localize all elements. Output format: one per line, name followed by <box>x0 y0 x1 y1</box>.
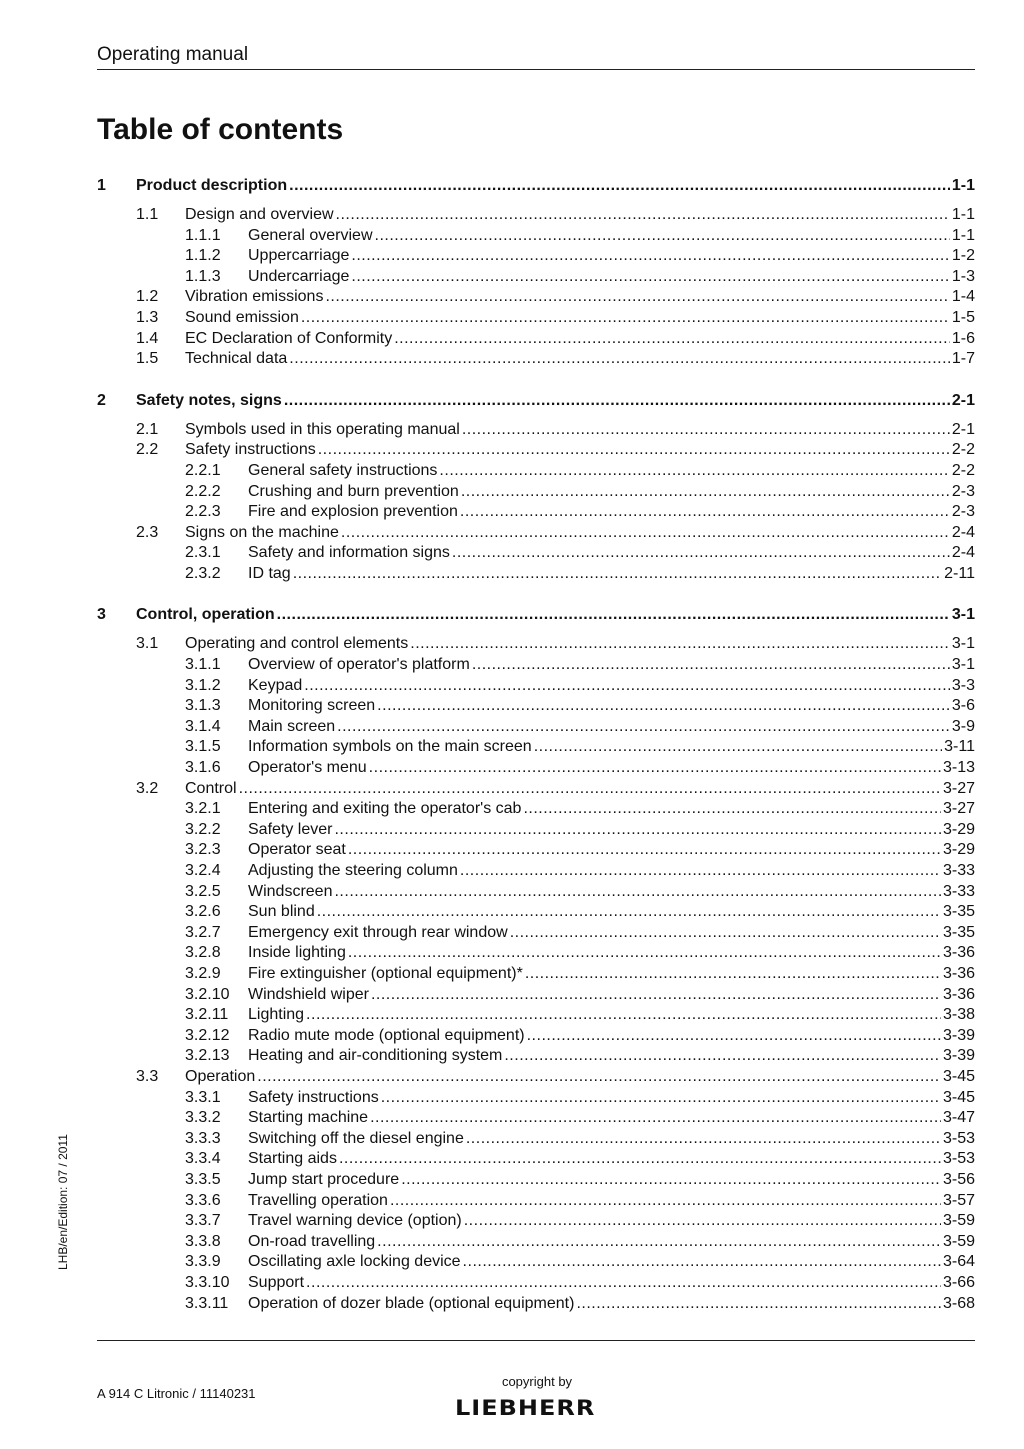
toc-entry-page: 3-1 <box>951 656 975 673</box>
toc-leader-dots <box>375 226 950 246</box>
toc-entry-page: 3-33 <box>942 882 975 900</box>
footer-rule <box>97 1340 975 1341</box>
toc-entry-title: Emergency exit through rear window <box>248 923 508 941</box>
toc-entry-title: Entering and exiting the operator's cab <box>248 800 522 818</box>
toc-entry-page: 3-27 <box>942 800 975 818</box>
toc-entry-page: 3-53 <box>942 1150 975 1168</box>
toc-leader-dots <box>293 564 942 584</box>
toc-leader-dots <box>284 391 950 411</box>
toc-entry[interactable] <box>97 420 975 440</box>
toc-entry-number: 3.3.2 <box>185 1109 221 1127</box>
toc-entry-number: 1.1.3 <box>185 267 221 285</box>
toc-entry[interactable] <box>97 176 975 196</box>
toc-leader-dots <box>334 882 940 902</box>
toc-entry[interactable] <box>97 717 975 737</box>
toc-entry-title: Vibration emissions <box>185 288 324 306</box>
toc-entry-page: 1-7 <box>951 350 975 368</box>
toc-entry-page: 2-11 <box>944 564 975 582</box>
toc-entry-number: 3.2.4 <box>185 862 221 879</box>
toc-entry-title: Lighting <box>248 1006 305 1024</box>
toc-entry[interactable] <box>97 1273 975 1293</box>
toc-entry[interactable] <box>97 329 975 349</box>
toc-entry-page: 1-3 <box>951 267 975 285</box>
toc-entry-number: 3.3.4 <box>185 1150 221 1168</box>
toc-entry-number: 1.3 <box>136 309 159 326</box>
toc-leader-dots <box>306 1005 941 1025</box>
toc-entry-number: 3 <box>97 606 106 624</box>
toc-entry-page: 3-6 <box>951 697 975 715</box>
toc-entry-title: Safety instructions <box>185 441 316 459</box>
toc-entry-number: 3.1.1 <box>185 656 221 673</box>
toc-entry[interactable] <box>97 1191 975 1211</box>
toc-entry-page: 3-1 <box>951 635 975 653</box>
toc-entry[interactable] <box>97 676 975 696</box>
toc-entry[interactable] <box>97 267 975 287</box>
toc-leader-dots <box>461 482 950 502</box>
toc-leader-dots <box>306 1273 941 1293</box>
toc-entry-page: 3-59 <box>942 1212 975 1230</box>
toc-entry-title: Technical data <box>185 350 288 368</box>
toc-entry-title: Safety instructions <box>248 1088 379 1106</box>
toc-entry[interactable] <box>97 943 975 963</box>
toc-entry[interactable] <box>97 523 975 543</box>
toc-entry-title: Main screen <box>248 717 336 735</box>
toc-entry-number: 1.4 <box>136 329 159 347</box>
toc-entry-number: 3.3.7 <box>185 1212 221 1230</box>
toc-leader-dots <box>334 820 940 840</box>
toc-entry-page: 1-1 <box>951 206 975 223</box>
toc-entry-title: Operation <box>185 1068 256 1085</box>
toc-entry-page: 3-36 <box>942 985 975 1003</box>
toc-entry-number: 3.2.2 <box>185 820 221 838</box>
toc-entry-page: 3-39 <box>942 1047 975 1065</box>
toc-entry-title: Product description <box>136 177 288 194</box>
toc-entry-page: 3-27 <box>942 779 975 797</box>
toc-entry-page: 3-45 <box>942 1068 975 1085</box>
toc-entry-title: Adjusting the steering column <box>248 862 458 879</box>
toc-entry-title: Safety and information signs <box>248 544 450 562</box>
toc-entry[interactable] <box>97 1046 975 1066</box>
toc-entry-title: Monitoring screen <box>248 697 376 715</box>
toc-leader-dots <box>464 1211 941 1231</box>
toc-leader-dots <box>439 461 949 481</box>
toc-entry-number: 3.3 <box>136 1068 159 1085</box>
toc-entry-title: Operation of dozer blade (optional equipment) <box>248 1294 575 1312</box>
toc-entry-number: 3.1.6 <box>185 759 221 776</box>
toc-entry-title: Operating and control elements <box>185 635 409 653</box>
toc-entry-number: 3.3.5 <box>185 1171 221 1188</box>
toc-entry-page: 3-29 <box>942 820 975 838</box>
toc-entry-number: 3.2.7 <box>185 923 221 941</box>
toc-entry-number: 2.1 <box>136 420 159 438</box>
toc-entry-number: 2.2.3 <box>185 503 221 521</box>
toc-leader-dots <box>576 1294 941 1314</box>
toc-entry-title: Sound emission <box>185 309 299 326</box>
toc-entry-page: 2-3 <box>951 503 975 521</box>
toc-entry-number: 1.5 <box>136 350 159 368</box>
toc-entry-title: Design and overview <box>185 206 334 223</box>
toc-entry-page: 3-64 <box>942 1253 975 1271</box>
toc-entry-number: 3.2.9 <box>185 965 221 982</box>
toc-leader-dots <box>337 717 950 737</box>
toc-leader-dots <box>460 861 941 881</box>
toc-entry-title: General overview <box>248 226 373 244</box>
toc-entry[interactable] <box>97 605 975 625</box>
toc-entry-page: 3-66 <box>942 1274 975 1291</box>
toc-entry-number: 1.1.2 <box>185 247 221 265</box>
toc-entry-title: Inside lighting <box>248 944 346 962</box>
toc-entry-title: Windshield wiper <box>248 985 369 1003</box>
toc-entry[interactable] <box>97 1252 975 1272</box>
toc-entry-number: 1.1.1 <box>185 226 221 244</box>
page-title: Table of contents <box>97 113 344 146</box>
toc-entry[interactable] <box>97 1211 975 1231</box>
toc-entry-title: Safety notes, signs <box>136 391 282 409</box>
toc-leader-dots <box>257 1067 941 1087</box>
toc-leader-dots <box>523 799 941 819</box>
toc-entry-page: 3-3 <box>951 676 975 694</box>
toc-entry-number: 1 <box>97 177 106 194</box>
toc-entry-page: 3-1 <box>951 606 975 624</box>
footer-doc-id: A 914 C Litronic / 11140231 <box>97 1386 256 1401</box>
toc-entry-number: 2.2.2 <box>185 482 221 500</box>
toc-entry-number: 2.3 <box>136 523 159 541</box>
toc-entry-number: 3.3.10 <box>185 1274 230 1291</box>
toc-leader-dots <box>377 696 950 716</box>
toc-entry[interactable] <box>97 1232 975 1252</box>
toc-entry[interactable] <box>97 1108 975 1128</box>
toc-leader-dots <box>304 676 950 696</box>
toc-entry[interactable] <box>97 1026 975 1046</box>
toc-entry[interactable] <box>97 349 975 369</box>
toc-leader-dots <box>534 737 942 757</box>
toc-leader-dots <box>504 1046 941 1066</box>
toc-entry-number: 3.1.5 <box>185 738 221 756</box>
toc-entry-page: 3-33 <box>942 862 975 879</box>
toc-entry[interactable] <box>97 1005 975 1025</box>
toc-entry-page: 1-6 <box>951 329 975 347</box>
toc-entry-number: 3.2.6 <box>185 903 221 921</box>
toc-leader-dots <box>348 840 941 860</box>
toc-entry-page: 3-56 <box>942 1171 975 1188</box>
toc-entry-page: 3-38 <box>942 1006 975 1024</box>
toc-entry-number: 3.1 <box>136 635 159 653</box>
toc-entry-title: EC Declaration of Conformity <box>185 329 393 347</box>
toc-entry-page: 1-1 <box>951 177 975 194</box>
toc-entry-number: 3.1.2 <box>185 676 221 694</box>
toc-leader-dots <box>325 287 949 307</box>
toc-entry-title: Control <box>185 779 237 797</box>
toc-entry-title: Symbols used in this operating manual <box>185 420 460 438</box>
toc-entry-title: Uppercarriage <box>248 247 350 265</box>
toc-entry-number: 2.2.1 <box>185 461 221 479</box>
toc-entry-title: Operator's menu <box>248 759 367 776</box>
toc-entry[interactable] <box>97 779 975 799</box>
toc-entry[interactable] <box>97 391 975 411</box>
toc-entry[interactable] <box>97 564 975 584</box>
toc-entry[interactable] <box>97 482 975 502</box>
toc-entry[interactable] <box>97 246 975 266</box>
toc-leader-dots <box>401 1170 941 1190</box>
toc-leader-dots <box>371 985 941 1005</box>
toc-entry[interactable] <box>97 461 975 481</box>
toc-entry-number: 1.1 <box>136 206 159 223</box>
toc-entry-page: 2-4 <box>951 544 975 562</box>
toc-leader-dots <box>452 543 950 563</box>
toc-entry[interactable] <box>97 440 975 460</box>
copyright-text: copyright by <box>501 1374 573 1389</box>
toc-entry[interactable] <box>97 655 975 675</box>
toc-leader-dots <box>351 246 949 266</box>
toc-leader-dots <box>460 502 950 522</box>
toc-entry[interactable] <box>97 502 975 522</box>
toc-entry-number: 3.3.1 <box>185 1088 221 1106</box>
toc-leader-dots <box>472 655 950 675</box>
toc-entry[interactable] <box>97 205 975 225</box>
toc-entry-number: 2 <box>97 391 106 409</box>
toc-entry-number: 3.3.6 <box>185 1191 221 1209</box>
toc-entry[interactable] <box>97 820 975 840</box>
toc-leader-dots <box>289 176 950 196</box>
page-header-title: Operating manual <box>97 44 249 65</box>
toc-entry-number: 3.2.12 <box>185 1026 230 1044</box>
toc-entry[interactable] <box>97 1149 975 1169</box>
toc-entry-page: 3-13 <box>942 759 975 776</box>
toc-entry-page: 3-39 <box>942 1026 975 1044</box>
toc-entry-page: 2-1 <box>951 391 975 409</box>
toc-entry[interactable] <box>97 1170 975 1190</box>
toc-leader-dots <box>381 1088 941 1108</box>
toc-entry-page: 2-4 <box>951 523 975 541</box>
toc-entry-title: Starting machine <box>248 1109 369 1127</box>
toc-entry[interactable] <box>97 696 975 716</box>
toc-entry[interactable] <box>97 799 975 819</box>
toc-entry-page: 1-1 <box>951 226 975 244</box>
toc-entry-title: Keypad <box>248 676 303 694</box>
toc-entry[interactable] <box>97 226 975 246</box>
toc-entry-title: General safety instructions <box>248 461 438 479</box>
toc-entry-page: 3-36 <box>942 965 975 982</box>
toc-leader-dots <box>341 523 950 543</box>
toc-entry[interactable] <box>97 1067 975 1087</box>
toc-entry-title: Crushing and burn prevention <box>248 482 459 500</box>
toc-entry-page: 3-57 <box>942 1191 975 1209</box>
toc-entry[interactable] <box>97 1129 975 1149</box>
toc-entry-number: 3.2 <box>136 779 159 797</box>
toc-entry-number: 3.2.1 <box>185 800 221 818</box>
toc-entry[interactable] <box>97 964 975 984</box>
toc-leader-dots <box>351 267 949 287</box>
toc-leader-dots <box>394 329 950 349</box>
toc-entry-page: 2-2 <box>951 461 975 479</box>
toc-entry-title: On-road travelling <box>248 1232 376 1250</box>
toc-entry-page: 2-1 <box>951 420 975 438</box>
toc-entry-title: Travelling operation <box>248 1191 388 1209</box>
toc-leader-dots <box>466 1129 941 1149</box>
toc-leader-dots <box>377 1232 941 1252</box>
toc-entry-page: 1-4 <box>951 288 975 306</box>
toc-entry-number: 3.3.8 <box>185 1232 221 1250</box>
toc-entry-page: 3-9 <box>951 717 975 735</box>
toc-leader-dots <box>289 349 950 369</box>
toc-leader-dots <box>317 902 941 922</box>
toc-entry[interactable] <box>97 985 975 1005</box>
toc-entry-number: 3.1.3 <box>185 697 221 715</box>
toc-entry-number: 3.2.11 <box>185 1006 229 1024</box>
toc-leader-dots <box>348 943 941 963</box>
toc-entry-number: 3.1.4 <box>185 717 221 735</box>
toc-entry-number: 3.2.8 <box>185 944 221 962</box>
toc-entry-title: Fire extinguisher (optional equipment)* <box>248 965 523 982</box>
toc-entry-number: 2.3.1 <box>185 544 221 562</box>
liebherr-logo: LIEBHERR <box>455 1395 596 1421</box>
toc-leader-dots <box>525 964 941 984</box>
toc-entry-title: Switching off the diesel engine <box>248 1129 464 1147</box>
toc-entry-page: 2-2 <box>951 441 975 459</box>
toc-entry-page: 3-36 <box>942 944 975 962</box>
toc-entry-page: 2-3 <box>951 482 975 500</box>
toc-leader-dots <box>463 1252 941 1272</box>
toc-entry[interactable] <box>97 902 975 922</box>
toc-entry-number: 3.3.9 <box>185 1253 221 1271</box>
toc-leader-dots <box>369 758 941 778</box>
toc-leader-dots <box>339 1149 941 1169</box>
toc-entry-title: Fire and explosion prevention <box>248 503 458 521</box>
toc-entry-title: Oscillating axle locking device <box>248 1253 461 1271</box>
toc-entry-title: Sun blind <box>248 903 315 921</box>
toc-leader-dots <box>239 779 941 799</box>
toc-entry-title: Operator seat <box>248 841 346 859</box>
toc-leader-dots <box>336 205 950 225</box>
toc-entry-page: 3-35 <box>942 923 975 941</box>
toc-entry-number: 3.2.5 <box>185 882 221 900</box>
toc-entry-title: Starting aids <box>248 1150 337 1168</box>
toc-leader-dots <box>318 440 950 460</box>
toc-entry-page: 3-59 <box>942 1232 975 1250</box>
toc-entry-page: 3-53 <box>942 1129 975 1147</box>
toc-leader-dots <box>410 634 950 654</box>
header-rule <box>97 69 975 70</box>
toc-entry-page: 3-29 <box>942 841 975 859</box>
toc-entry-page: 3-45 <box>942 1088 975 1106</box>
toc-leader-dots <box>301 308 950 328</box>
toc-entry-number: 3.2.13 <box>185 1047 230 1065</box>
toc-entry-title: Undercarriage <box>248 267 350 285</box>
toc-leader-dots <box>370 1108 941 1128</box>
toc-entry-title: Overview of operator's platform <box>248 656 470 673</box>
toc-entry[interactable] <box>97 308 975 328</box>
toc-entry-title: Travel warning device (option) <box>248 1212 462 1230</box>
toc-entry-number: 3.2.3 <box>185 841 221 859</box>
toc-leader-dots <box>390 1191 941 1211</box>
toc-leader-dots <box>510 923 941 943</box>
toc-entry-number: 3.2.10 <box>185 985 230 1003</box>
toc-entry[interactable] <box>97 758 975 778</box>
toc-entry[interactable] <box>97 1088 975 1108</box>
toc-entry[interactable] <box>97 861 975 881</box>
toc-entry-number: 2.2 <box>136 441 159 459</box>
toc-leader-dots <box>462 420 950 440</box>
toc-entry-title: Support <box>248 1274 305 1291</box>
toc-entry-number: 3.3.11 <box>185 1294 229 1312</box>
toc-entry-title: Radio mute mode (optional equipment) <box>248 1026 525 1044</box>
toc-entry[interactable] <box>97 882 975 902</box>
toc-entry-title: ID tag <box>248 564 291 582</box>
toc-entry-page: 3-11 <box>944 738 975 756</box>
toc-entry[interactable] <box>97 634 975 654</box>
toc-entry-number: 2.3.2 <box>185 564 221 582</box>
toc-entry-title: Signs on the machine <box>185 523 339 541</box>
edition-note: LHB/en/Edition: 07 / 2011 <box>56 1134 70 1270</box>
toc-entry-title: Information symbols on the main screen <box>248 738 532 756</box>
toc-entry[interactable] <box>97 543 975 563</box>
toc-entry-number: 3.3.3 <box>185 1129 221 1147</box>
toc-entry[interactable] <box>97 1294 975 1314</box>
toc-entry-page: 3-68 <box>942 1294 975 1312</box>
toc-entry[interactable] <box>97 737 975 757</box>
toc-entry-page: 1-5 <box>951 309 975 326</box>
toc-entry-title: Safety lever <box>248 820 333 838</box>
toc-entry-page: 3-35 <box>942 903 975 921</box>
toc-entry[interactable] <box>97 287 975 307</box>
toc-entry-page: 1-2 <box>951 247 975 265</box>
toc-entry-title: Control, operation <box>136 606 275 624</box>
toc-entry-page: 3-47 <box>942 1109 975 1127</box>
toc-leader-dots <box>277 605 950 625</box>
toc-entry-number: 1.2 <box>136 288 159 306</box>
toc-entry-title: Heating and air-conditioning system <box>248 1047 503 1065</box>
toc-entry-title: Jump start procedure <box>248 1171 400 1188</box>
toc-leader-dots <box>527 1026 941 1046</box>
toc-entry[interactable] <box>97 840 975 860</box>
toc-entry[interactable] <box>97 923 975 943</box>
toc-entry-title: Windscreen <box>248 882 333 900</box>
